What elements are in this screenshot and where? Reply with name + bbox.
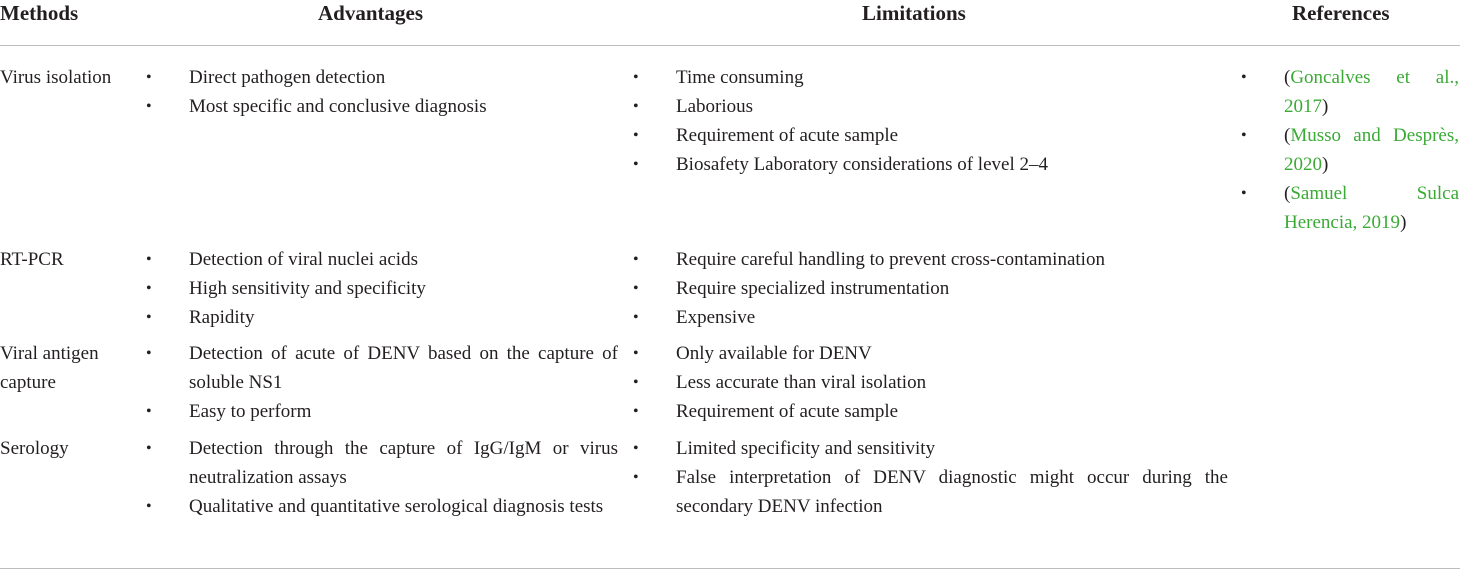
list-item	[146, 303, 618, 332]
list-item	[146, 492, 618, 521]
list-item	[633, 339, 1228, 368]
method-rt-pcr: RT-PCR	[0, 249, 64, 270]
limitations-list	[633, 339, 1228, 426]
limitations-list	[633, 63, 1228, 179]
bullet-icon: •	[146, 98, 152, 115]
list-item	[146, 92, 618, 121]
bullet-icon: •	[146, 251, 152, 268]
bullet-icon: •	[146, 403, 152, 420]
list-item	[633, 63, 1228, 92]
reference-item	[1241, 63, 1459, 121]
bullet-icon: •	[633, 345, 639, 362]
bullet-icon: •	[146, 440, 152, 457]
bullet-icon: •	[1241, 185, 1247, 202]
list-item	[633, 303, 1228, 332]
list-item	[633, 245, 1228, 274]
limitations-list	[633, 434, 1228, 521]
list-item-text: Biosafety Laboratory considerations of level 2–4	[676, 154, 1048, 175]
bullet-icon: •	[146, 280, 152, 297]
list-item-text: Requirement of acute sample	[676, 125, 899, 146]
list-item	[633, 463, 1228, 521]
reference-link[interactable]: Samuel Sulca Herencia, 2019	[1284, 183, 1459, 233]
list-item-text: Laborious	[676, 96, 754, 117]
advantages-list	[146, 434, 618, 521]
reference-text: (Goncalves et al., 2017)	[1284, 67, 1459, 117]
advantages-list	[146, 245, 618, 332]
method-virus-isolation: Virus isolation	[0, 67, 112, 88]
bullet-icon: •	[633, 280, 639, 297]
header-methods: Methods	[0, 1, 79, 25]
list-item	[633, 434, 1228, 463]
list-item	[633, 150, 1228, 179]
list-item	[633, 397, 1228, 426]
list-item	[633, 92, 1228, 121]
bullet-icon: •	[633, 156, 639, 173]
bullet-icon: •	[146, 69, 152, 86]
reference-item	[1241, 179, 1459, 237]
header-references: References	[1292, 1, 1390, 25]
list-item-text: Require careful handling to prevent cross-contamination	[676, 249, 1105, 270]
header-limitations: Limitations	[862, 1, 966, 25]
list-item-text: Detection of acute of DENV based on the capture of soluble NS1	[189, 343, 618, 393]
reference-text: (Musso and Desprès, 2020)	[1284, 125, 1459, 175]
bullet-icon: •	[633, 69, 639, 86]
advantages-list	[146, 63, 618, 121]
list-item	[146, 339, 618, 397]
header-rule	[0, 45, 1460, 46]
references-list	[1241, 63, 1459, 237]
bullet-icon: •	[633, 98, 639, 115]
list-item	[146, 63, 618, 92]
reference-item	[1241, 121, 1459, 179]
list-item-text: Rapidity	[189, 307, 255, 328]
bullet-icon: •	[633, 374, 639, 391]
bullet-icon: •	[633, 440, 639, 457]
method-viral-antigen-capture: Viral antigen capture	[0, 343, 99, 393]
list-item-text: Less accurate than viral isolation	[676, 372, 927, 393]
list-item-text: Require specialized instrumentation	[676, 278, 950, 299]
list-item	[633, 121, 1228, 150]
bullet-icon: •	[633, 309, 639, 326]
bullet-icon: •	[146, 498, 152, 515]
list-item-text: Time consuming	[676, 67, 804, 88]
advantages-list	[146, 339, 618, 426]
list-item-text: Only available for DENV	[676, 343, 872, 364]
list-item	[633, 274, 1228, 303]
bullet-icon: •	[146, 309, 152, 326]
list-item-text: False interpretation of DENV diagnostic might occur during the secondary DENV infection	[676, 467, 1228, 517]
header-advantages: Advantages	[318, 1, 424, 25]
bullet-icon: •	[1241, 127, 1247, 144]
list-item-text: Easy to perform	[189, 401, 312, 422]
method-serology: Serology	[0, 438, 69, 459]
bullet-icon: •	[633, 469, 639, 486]
reference-text: (Samuel Sulca Herencia, 2019)	[1284, 183, 1459, 233]
list-item-text: High sensitivity and specificity	[189, 278, 426, 299]
list-item-text: Qualitative and quantitative serological diagnosis tests	[189, 496, 604, 517]
list-item-text: Detection of viral nuclei acids	[189, 249, 418, 270]
list-item-text: Detection through the capture of IgG/IgM or virus neutralization assays	[189, 438, 618, 488]
list-item	[146, 245, 618, 274]
list-item-text: Limited specificity and sensitivity	[676, 438, 936, 459]
list-item	[633, 368, 1228, 397]
list-item-text: Direct pathogen detection	[189, 67, 386, 88]
list-item	[146, 434, 618, 492]
bullet-icon: •	[1241, 69, 1247, 86]
list-item	[146, 397, 618, 426]
bullet-icon: •	[633, 127, 639, 144]
reference-link[interactable]: Goncalves et al., 2017	[1284, 67, 1459, 117]
reference-link[interactable]: Musso and Desprès, 2020	[1284, 125, 1459, 175]
limitations-list	[633, 245, 1228, 332]
bullet-icon: •	[633, 403, 639, 420]
list-item	[146, 274, 618, 303]
list-item-text: Most specific and conclusive diagnosis	[189, 96, 487, 117]
bullet-icon: •	[146, 345, 152, 362]
list-item-text: Requirement of acute sample	[676, 401, 899, 422]
list-item-text: Expensive	[676, 307, 756, 328]
bullet-icon: •	[633, 251, 639, 268]
bottom-rule	[0, 568, 1460, 569]
